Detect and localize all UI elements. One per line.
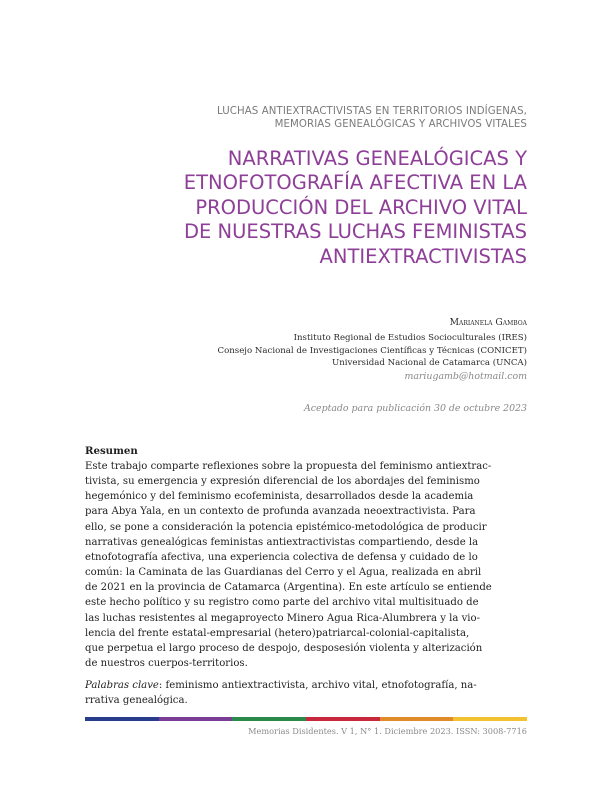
abstract-line: tivista, su emergencia y expresión diferencial de los abordajes del feminismo (85, 476, 480, 488)
color-segment (85, 717, 159, 721)
title-line: NARRATIVAS GENEALÓGICAS Y (227, 147, 527, 170)
section-label-line: LUCHAS ANTIEXTRACTIVISTAS EN TERRITORIOS INDÍGENAS, (216, 106, 527, 117)
color-segment (453, 717, 527, 721)
abstract-line: común: la Caminata de las Guardianas del Cerro y el Agua, realizada en abril (85, 567, 482, 579)
keywords (85, 678, 527, 708)
color-segment (306, 717, 380, 721)
author-email: mariugamb@hotmail.com (404, 371, 527, 382)
title-line: ETNOFOTOGRAFÍA AFECTIVA EN LA (183, 171, 527, 195)
keywords-text: : feminismo antiextractivista, archivo vital, etnofotografía, na- (158, 680, 477, 691)
abstract-line: etnofotografía afectiva, una experiencia colectiva de defensa y cuidado de lo (85, 551, 478, 563)
abstract-line: de 2021 en la provincia de Catamarca (Argentina). En este artículo se entiende (85, 582, 492, 594)
abstract-line: las luchas resistentes al megaproyecto Minero Agua Rica-Alumbrera y la vio- (85, 612, 480, 624)
author-affiliations (107, 332, 527, 370)
keywords-label: Palabras clave (85, 680, 159, 691)
title-line: PRODUCCIÓN DEL ARCHIVO VITAL (195, 195, 527, 219)
section-label (87, 106, 527, 131)
abstract-line: ello, se pone a consideración la potencia epistémico-metodológica de producir (85, 521, 487, 533)
footer-color-bar (85, 717, 527, 721)
affiliation: Consejo Nacional de Investigaciones Científicas y Técnicas (CONICET) (217, 345, 527, 356)
journal-footer: Memorias Disidentes. V 1, N° 1. Diciembre 2023. ISSN: 3008-7716 (248, 726, 527, 736)
abstract-body (85, 459, 527, 671)
acceptance-date: Aceptado para publicación 30 de octubre 2023 (304, 403, 527, 414)
color-segment (380, 717, 454, 721)
keywords-line: rrativa genealógica. (85, 695, 188, 707)
abstract-line: narrativas genealógicas feministas antiextractivistas compartiendo, desde la (85, 536, 479, 548)
abstract-heading: Resumen (85, 445, 138, 457)
abstract-line: que perpetua el largo proceso de despojo, desposesión violenta y alterización (85, 642, 483, 654)
color-segment (159, 717, 233, 721)
abstract-line: para Abya Yala, en un contexto de profunda avanzada neoextractivista. Para (85, 506, 476, 518)
title-line: ANTIEXTRACTIVISTAS (319, 244, 527, 268)
affiliation: Universidad Nacional de Catamarca (UNCA) (331, 358, 527, 369)
keywords-line (85, 678, 527, 693)
abstract-line: Este trabajo comparte reflexiones sobre la propuesta del feminismo antiextrac- (85, 461, 492, 472)
abstract-line: lencia del frente estatal-empresarial (hetero)patriarcal-colonial-capitalista, (85, 627, 470, 639)
abstract-line: este hecho político y su registro como parte del archivo vital multisituado de (85, 597, 479, 609)
affiliation: Instituto Regional de Estudios Socioculturales (IRES) (293, 333, 527, 343)
title-line: DE NUESTRAS LUCHAS FEMINISTAS (184, 220, 527, 244)
author-name: Marianela Gamboa (449, 317, 527, 328)
abstract-line: hegemónico y del feminismo ecofeminista, desarrollados desde la academia (85, 491, 474, 503)
section-label-line: MEMORIAS GENEALÓGICAS Y ARCHIVOS VITALES (274, 118, 527, 130)
article-title (87, 147, 527, 269)
color-segment (232, 717, 306, 721)
abstract-line: de nuestros cuerpos-territorios. (85, 658, 248, 670)
